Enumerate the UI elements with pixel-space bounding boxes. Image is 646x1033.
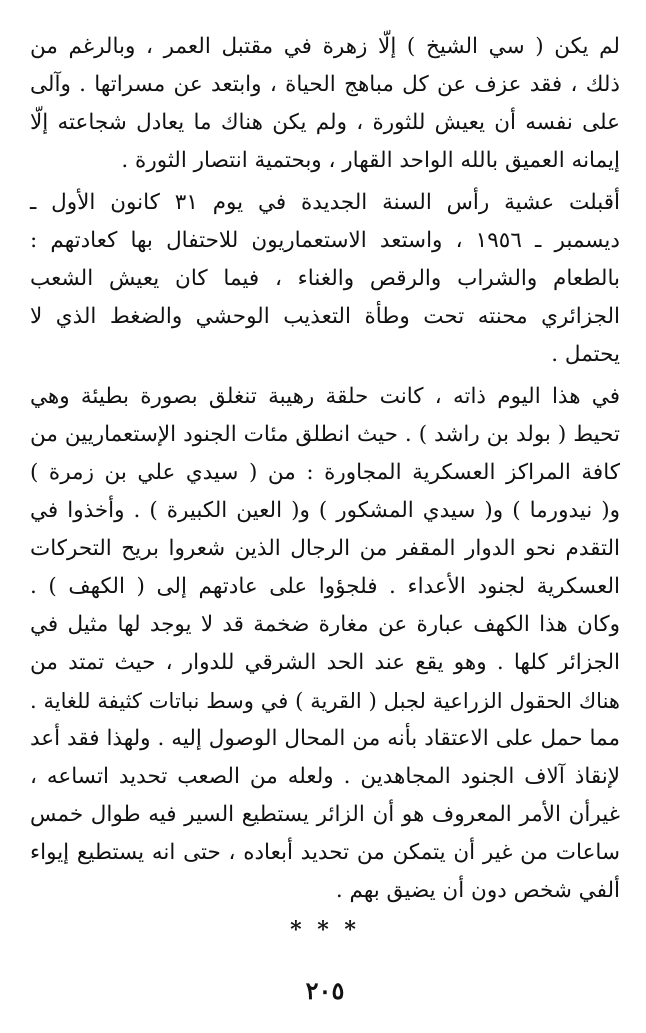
text-line: إيمانه العميق بالله الواحد القهار ، وبحتمية انتصار الثورة . (121, 148, 620, 173)
text-line: العسكرية لجنود الأعداء . فلجؤوا على عادتهم إلى ( الكهف ) . (30, 574, 620, 599)
text-line: ألفي شخص دون أن يضيق بهم . (335, 878, 620, 903)
text-line: و( نيدورما ) و( سيدي المشكور ) و( العين الكبيرة ) . وأخذوا في (30, 498, 620, 523)
text-line: مما حمل على الاعتقاد بأنه من المحال الوصول إليه . ولهذا فقد أعد (30, 726, 620, 751)
paragraph-3 (30, 378, 620, 910)
text-line: ساعات من غير أن يتمكن من تحديد أبعاده ، حتى انه يستطيع إيواء (30, 840, 620, 865)
text-line: كافة المراكز العسكرية المجاورة : من ( سيدي علي بن زمرة ) (30, 460, 620, 485)
text-line: الجزائر كلها . وهو يقع عند الحد الشرقي للدوار ، حيث تمتد من (30, 650, 620, 675)
text-line: على نفسه أن يعيش للثورة ، ولم يكن هناك ما يعادل شجاعته إلّا (30, 110, 620, 135)
text-line: لم يكن ( سي الشيخ ) إلّا زهرة في مقتبل العمر ، وبالرغم من (30, 34, 620, 59)
text-line: لإنقاذ آلاف الجنود المجاهدين . ولعله من الصعب تحديد اتساعه ، (30, 764, 620, 789)
page-number: ٢٠٥ (305, 976, 345, 1005)
text-line: بالطعام والشراب والرقص والغناء ، فيما كان يعيش الشعب (30, 266, 620, 291)
text-line: وكان هذا الكهف عبارة عن مغارة ضخمة قد لا يوجد لها مثيل في (30, 612, 620, 637)
text-line: الجزائري محنته تحت وطأة التعذيب الوحشي والضغط الذي لا (30, 304, 620, 329)
section-separator: * * * (290, 917, 360, 943)
text-line: التقدم نحو الدوار المقفر من الرجال الذين شعروا بريح التحركات (30, 536, 620, 561)
paragraph-1 (30, 28, 620, 180)
paragraph-2 (30, 184, 620, 374)
text-line: هناك الحقول الزراعية لجبل ( القرية ) في وسط نباتات كثيفة للغاية . (30, 689, 620, 713)
text-line: ديسمبر ـ ١٩٥٦ ، واستعد الاستعماريون للاحتفال بها كعادتهم : (30, 228, 620, 253)
text-line: أقبلت عشية رأس السنة الجديدة في يوم ٣١ كانون الأول ـ (30, 190, 620, 215)
text-line: في هذا اليوم ذاته ، كانت حلقة رهيبة تنغلق بصورة بطيئة وهي (30, 384, 620, 409)
text-line: يحتمل . (551, 342, 620, 367)
book-page (30, 28, 620, 1018)
text-line: ذلك ، فقد عزف عن كل مباهج الحياة ، وابتعد عن مسراتها . وآلى (30, 72, 620, 97)
text-line: غيرأن الأمر المعروف هو أن الزائر يستطيع السير فيه طوال خمس (30, 802, 620, 827)
text-line: تحيط ( بولد بن راشد ) . حيث انطلق مئات الجنود الإستعماريين من (30, 422, 620, 447)
